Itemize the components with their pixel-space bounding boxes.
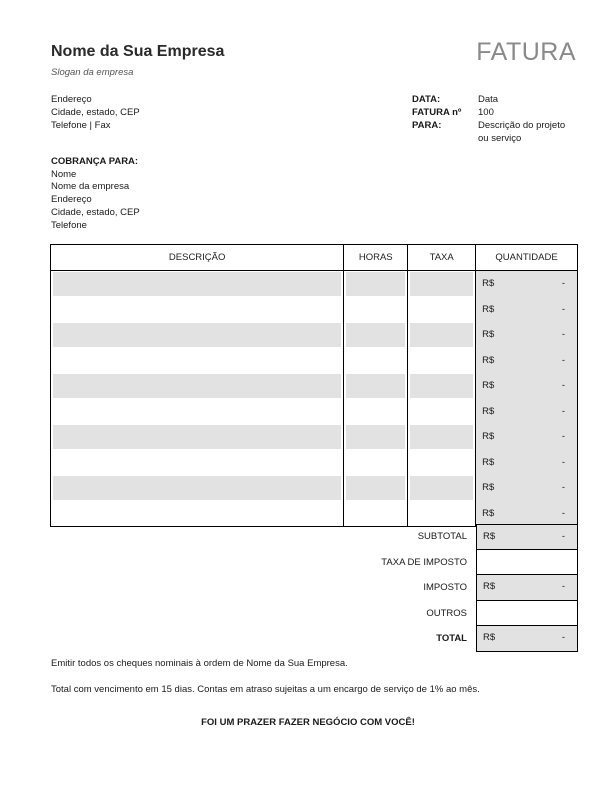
table-row (51, 322, 578, 348)
rate-cell[interactable] (408, 424, 476, 450)
currency-symbol: R$ (482, 303, 495, 315)
hours-cell[interactable] (344, 297, 408, 323)
tax-label: IMPOSTO (423, 582, 467, 594)
amount-value: - (561, 482, 565, 493)
bill-to-line: Cidade, estado, CEP (51, 206, 140, 218)
bill-to-line: Telefone (51, 219, 87, 231)
header-description: DESCRIÇÃO (51, 245, 344, 271)
amount-cell[interactable] (476, 399, 578, 425)
table-row (51, 424, 578, 450)
description-cell[interactable] (51, 501, 344, 527)
subtotal-row (330, 524, 578, 550)
rate-cell[interactable] (408, 373, 476, 399)
table-header-row (51, 245, 578, 271)
currency-symbol: R$ (482, 380, 495, 391)
amount-cell[interactable] (476, 424, 578, 450)
amount-cell[interactable] (476, 348, 578, 374)
subtotal-label: SUBTOTAL (417, 531, 467, 543)
rate-cell[interactable] (408, 475, 476, 501)
total-label: TOTAL (436, 633, 467, 645)
amount-value: - (561, 431, 565, 442)
address-line: Cidade, estado, CEP (51, 107, 140, 118)
table-row (51, 475, 578, 501)
rate-cell[interactable] (408, 501, 476, 527)
tax-rate-field[interactable] (476, 550, 578, 576)
bill-to (51, 156, 140, 232)
hours-cell[interactable] (344, 348, 408, 374)
bill-to-line: Nome (51, 168, 77, 180)
total-value[interactable] (476, 626, 578, 652)
rate-cell[interactable] (408, 297, 476, 323)
line-items-table (50, 244, 578, 527)
payment-note: Emitir todos os cheques nominais à ordem de Nome da Sua Empresa. (51, 658, 348, 669)
hours-cell[interactable] (344, 271, 408, 297)
company-name: Nome da Sua Empresa (51, 43, 225, 60)
meta-value: Data (478, 94, 499, 105)
amount-cell[interactable] (476, 373, 578, 399)
bill-to-heading: COBRANÇA PARA: (51, 156, 139, 167)
company-slogan: Slogan da empresa (51, 67, 134, 78)
rate-cell[interactable] (408, 322, 476, 348)
description-cell[interactable] (51, 399, 344, 425)
currency-symbol: R$ (483, 581, 496, 592)
tax-row (330, 575, 578, 601)
other-label: OUTROS (426, 607, 467, 619)
header-hours: HORAS (344, 245, 408, 271)
meta-label: FATURA nº (412, 107, 462, 118)
amount-value: - (561, 354, 565, 366)
hours-cell[interactable] (344, 475, 408, 501)
currency-symbol: R$ (482, 405, 495, 417)
meta-invoice-number (412, 106, 578, 119)
bill-to-line: Endereço (51, 194, 92, 206)
table-row (51, 501, 578, 527)
amount-cell[interactable] (476, 271, 578, 297)
hours-cell[interactable] (344, 322, 408, 348)
amount-value: - (561, 405, 565, 417)
subtotal-value[interactable] (476, 524, 578, 550)
amount-cell[interactable] (476, 322, 578, 348)
header-amount: QUANTIDADE (476, 245, 578, 271)
meta-date (412, 93, 578, 106)
meta-label: DATA: (412, 94, 441, 105)
amount-value: - (561, 380, 565, 391)
currency-symbol: R$ (482, 456, 495, 468)
rate-cell[interactable] (408, 450, 476, 476)
amount-value: - (561, 278, 565, 289)
tax-value[interactable] (476, 575, 578, 601)
amount-cell[interactable] (476, 297, 578, 323)
document-title: FATURA (476, 38, 576, 66)
rate-cell[interactable] (408, 271, 476, 297)
meta-for (412, 119, 578, 145)
meta-label: PARA: (412, 120, 442, 131)
hours-cell[interactable] (344, 450, 408, 476)
tax-rate-label: TAXA DE IMPOSTO (381, 556, 467, 568)
description-cell[interactable] (51, 475, 344, 501)
currency-symbol: R$ (483, 531, 496, 542)
hours-cell[interactable] (344, 501, 408, 527)
address-line: Endereço (51, 94, 92, 105)
amount-cell[interactable] (476, 450, 578, 476)
table-row (51, 450, 578, 476)
meta-value: 100 (478, 107, 494, 118)
rate-cell[interactable] (408, 348, 476, 374)
description-cell[interactable] (51, 348, 344, 374)
description-cell[interactable] (51, 322, 344, 348)
currency-symbol: R$ (482, 482, 495, 493)
amount-value: - (561, 531, 565, 542)
amount-value: - (561, 303, 565, 315)
total-row (330, 626, 578, 652)
due-note: Total com vencimento em 15 dias. Contas em atraso sujeitas a um encargo de serviço de 1% ao mês. (51, 684, 480, 695)
currency-symbol: R$ (482, 507, 495, 519)
address-line: Telefone | Fax (51, 120, 111, 131)
description-cell[interactable] (51, 271, 344, 297)
currency-symbol: R$ (482, 329, 495, 340)
hours-cell[interactable] (344, 399, 408, 425)
hours-cell[interactable] (344, 373, 408, 399)
currency-symbol: R$ (482, 431, 495, 442)
other-field[interactable] (476, 601, 578, 627)
amount-value: - (561, 329, 565, 340)
currency-symbol: R$ (482, 278, 495, 289)
table-row (51, 297, 578, 323)
description-cell[interactable] (51, 297, 344, 323)
amount-cell[interactable] (476, 501, 578, 527)
hours-cell[interactable] (344, 424, 408, 450)
thank-you-message: FOI UM PRAZER FAZER NEGÓCIO COM VOCÊ! (201, 717, 415, 728)
table-row (51, 399, 578, 425)
amount-value: - (561, 507, 565, 519)
bill-to-line: Nome da empresa (51, 181, 130, 193)
amount-value: - (561, 581, 565, 592)
table-row (51, 348, 578, 374)
table-row (51, 373, 578, 399)
company-address (51, 93, 140, 132)
rate-cell[interactable] (408, 399, 476, 425)
other-row (330, 601, 578, 627)
header-rate: TAXA (408, 245, 476, 271)
currency-symbol: R$ (482, 354, 495, 366)
meta-value: Descrição do projeto ou serviço (478, 120, 566, 144)
invoice-meta (412, 93, 578, 145)
amount-value: - (561, 632, 565, 643)
description-cell[interactable] (51, 373, 344, 399)
totals-section (330, 524, 578, 652)
description-cell[interactable] (51, 450, 344, 476)
description-cell[interactable] (51, 424, 344, 450)
tax-rate-row (330, 550, 578, 576)
amount-cell[interactable] (476, 475, 578, 501)
table-row (51, 271, 578, 297)
amount-value: - (561, 456, 565, 468)
currency-symbol: R$ (483, 632, 496, 643)
